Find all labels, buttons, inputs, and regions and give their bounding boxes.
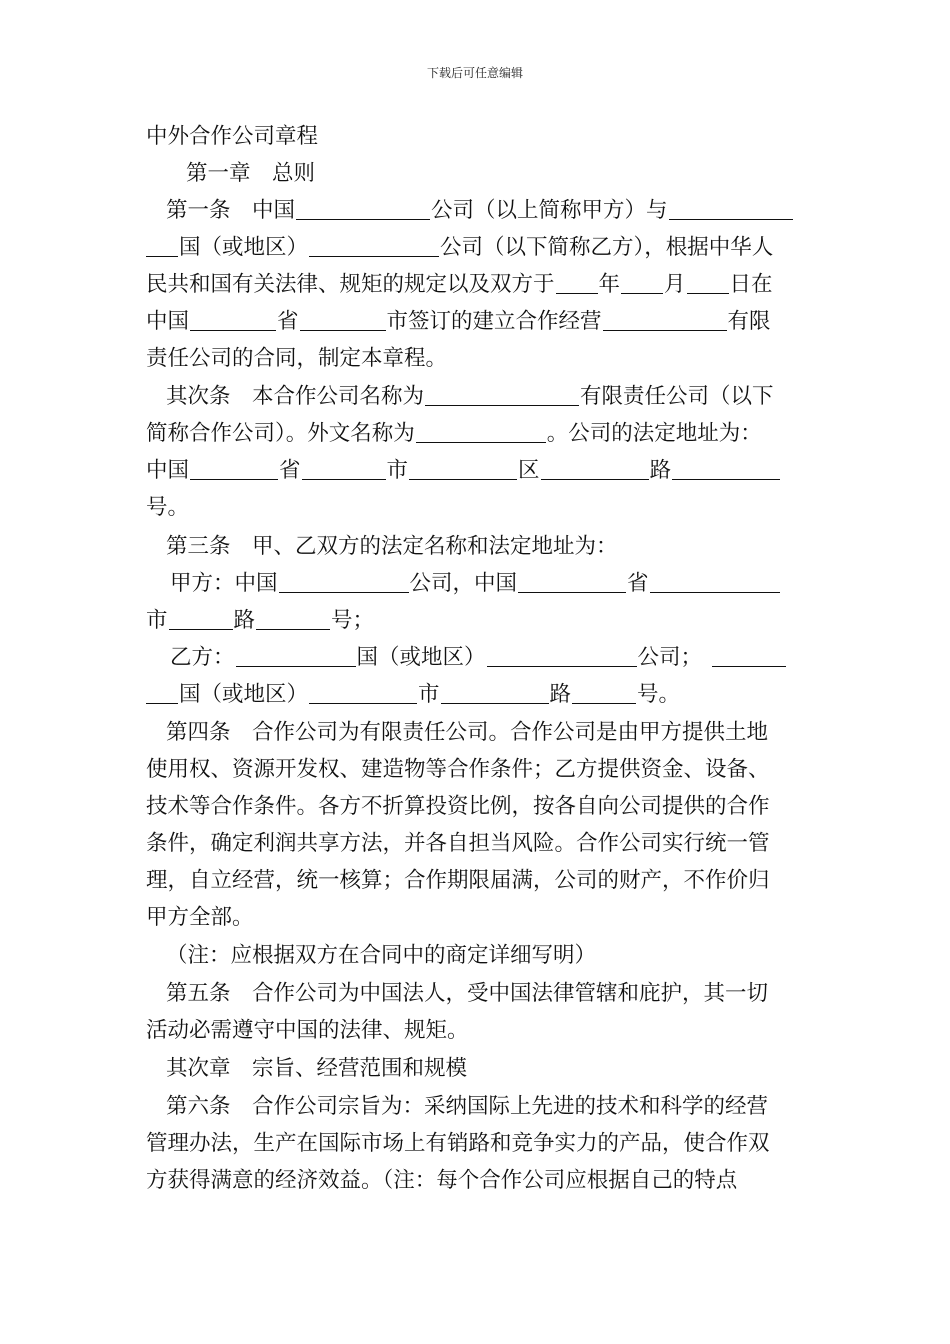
- blank-field: [687, 271, 729, 294]
- article-6-line-2: 管理办法，生产在国际市场上有销路和竞争实力的产品，使合作双: [146, 1131, 770, 1156]
- article-2-line-1: 其次条 本合作公司名称为 有限责任公司（以下: [166, 384, 774, 409]
- article-1-line-1: 第一条 中国 公司（以上简称甲方）与: [166, 192, 806, 229]
- article-4-note: （注：应根据双方在合同中的商定详细写明）: [166, 943, 597, 968]
- article-3-line-5: 国（或地区） 市 路 号。: [146, 676, 816, 713]
- chapter-1-heading: 第一章 总则: [186, 161, 316, 186]
- blank-field: [279, 570, 409, 593]
- chapter-2-heading: 其次章 宗旨、经营范围和规模: [166, 1056, 468, 1081]
- article-1-line-4: 中国 省 市签订的建立合作经营 有限: [146, 309, 771, 334]
- page-header: 下载后可任意编辑: [426, 66, 523, 80]
- blank-field: [309, 234, 439, 257]
- article-4-line-5: 理，自立经营，统一核算；合作期限届满，公司的财产，不作价归: [146, 868, 770, 893]
- blank-field: [190, 457, 278, 480]
- article-4-line-3: 技术等合作条件。各方不折算投资比例，按各自向公司提供的合作: [146, 794, 770, 819]
- blank-field: [309, 681, 417, 704]
- blank-field: [169, 607, 233, 630]
- article-3-line-4: 乙方： 国（或地区） 公司；: [170, 639, 810, 676]
- blank-field: [487, 644, 637, 667]
- article-2-line-3: 中国 省 市 区 路: [146, 452, 816, 489]
- blank-field: [409, 457, 517, 480]
- article-1-line-2: 国（或地区） 公司（以下简称乙方），根据中华人: [146, 229, 816, 266]
- blank-field: [146, 234, 178, 257]
- blank-field: [712, 644, 786, 667]
- article-1-line-5: 责任公司的合同，制定本章程。: [146, 346, 448, 371]
- document-title: 中外合作公司章程: [146, 124, 319, 149]
- article-2-line-4: 号。: [146, 495, 190, 520]
- blank-field: [416, 420, 546, 443]
- article-4-line-2: 使用权、资源开发权、建造物等合作条件；乙方提供资金、设备、: [146, 757, 770, 782]
- article-3-line-1: 第三条 甲、乙双方的法定名称和法定地址为：: [166, 534, 618, 559]
- article-4-line-4: 条件，确定利润共享方法，并各自担当风险。合作公司实行统一管: [146, 831, 770, 856]
- blank-field: [236, 644, 356, 667]
- blank-field: [256, 607, 330, 630]
- blank-field: [603, 308, 727, 331]
- blank-field: [518, 570, 626, 593]
- article-6-line-1: 第六条 合作公司宗旨为：采纳国际上先进的技术和科学的经营: [166, 1094, 769, 1119]
- blank-field: [296, 197, 430, 220]
- blank-field: [146, 681, 178, 704]
- blank-field: [669, 197, 793, 220]
- blank-field: [621, 271, 663, 294]
- blank-field: [672, 457, 780, 480]
- article-4-line-6: 甲方全部。: [146, 905, 254, 930]
- blank-field: [302, 457, 386, 480]
- blank-field: [556, 271, 598, 294]
- blank-field: [650, 570, 780, 593]
- article-3-line-3: 市 路 号；: [146, 608, 375, 633]
- blank-field: [425, 383, 579, 406]
- article-1-line-3: 民共和国有关法律、规矩的规定以及双方于 年 月 日在: [146, 272, 773, 297]
- blank-field: [441, 681, 549, 704]
- blank-field: [572, 681, 636, 704]
- blank-field: [541, 457, 649, 480]
- article-5-line-1: 第五条 合作公司为中国法人，受中国法律管辖和庇护，其一切: [166, 981, 769, 1006]
- article-3-line-2: 甲方：中国 公司，中国 省: [170, 565, 810, 602]
- article-2-line-2: 简称合作公司）。外文名称为 。公司的法定地址为：: [146, 421, 762, 446]
- blank-field: [300, 308, 386, 331]
- article-4-line-1: 第四条 合作公司为有限责任公司。合作公司是由甲方提供土地: [166, 720, 769, 745]
- article-6-line-3: 方获得满意的经济效益。（注：每个合作公司应根据自己的特点: [146, 1168, 738, 1193]
- blank-field: [190, 308, 276, 331]
- article-5-line-2: 活动必需遵守中国的法律、规矩。: [146, 1018, 469, 1043]
